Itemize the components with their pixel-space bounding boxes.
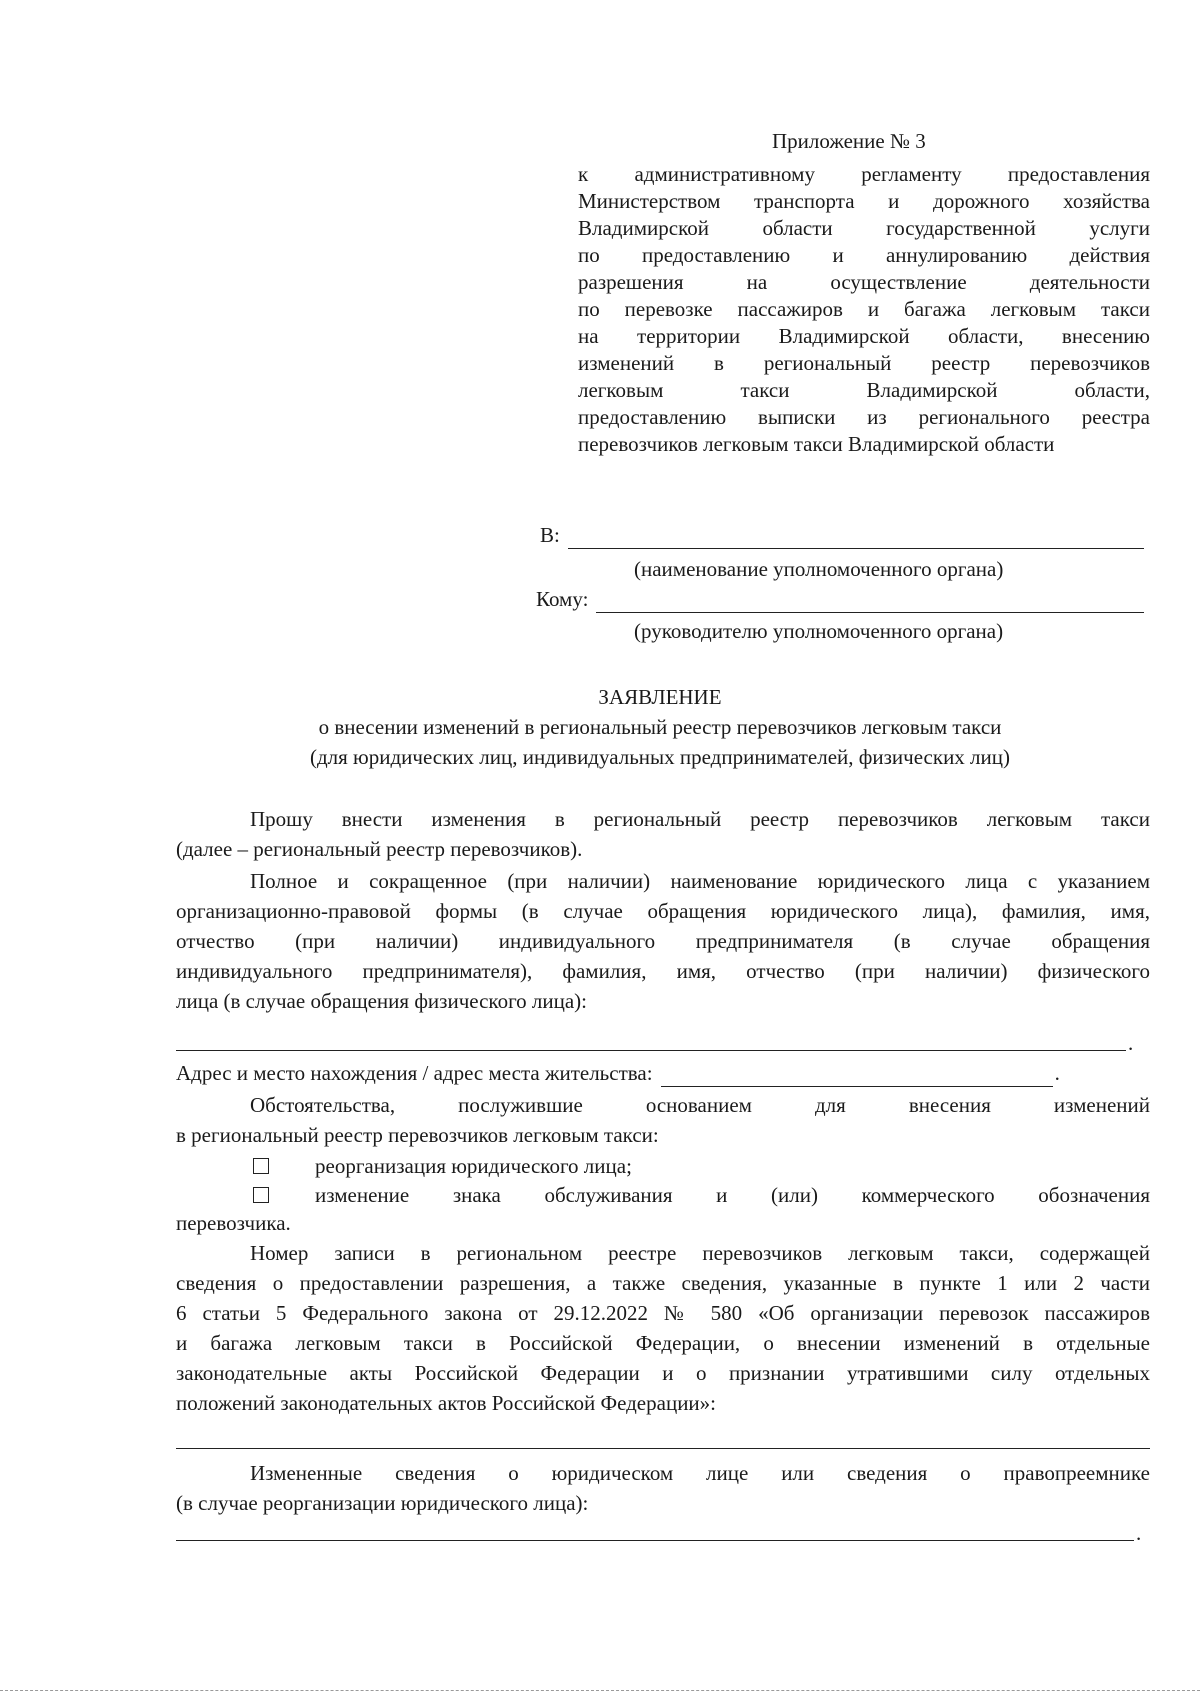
paragraph-line: 6 статьи 5 Федерального закона от 29.12.2022 № 580 «Об организации перевозок пассажиров — [176, 1301, 1150, 1325]
address-label: Адрес и место нахождения / адрес места жительства: — [176, 1061, 653, 1085]
paragraph-line: отчество (при наличии) индивидуального предпринимателя (в случае обращения — [176, 929, 1150, 953]
document-subtitle-2: (для юридических лиц, индивидуальных предпринимателей, физических лиц) — [309, 745, 1011, 769]
checkbox-trademark-continuation — [176, 1210, 1150, 1240]
whom-underline[interactable] — [596, 590, 1144, 613]
paragraph-circumstances — [176, 1092, 1150, 1152]
period: . — [1128, 1031, 1134, 1055]
period: . — [1054, 1061, 1060, 1085]
to-underline[interactable] — [568, 526, 1144, 549]
appendix-line: по перевозке пассажиров и багажа легковым такси — [578, 297, 1150, 321]
appendix-title: Приложение № 3 — [772, 129, 926, 153]
paragraph-line: и багажа легковым такси в Российской Федерации, о внесении изменений в отдельные — [176, 1331, 1150, 1355]
paragraph-line: положений законодательных актов Российской Федерации»: — [176, 1391, 717, 1415]
to-hint: (наименование уполномоченного органа) — [634, 557, 1004, 581]
to-field[interactable] — [540, 522, 1144, 549]
appendix-line: разрешения на осуществление деятельности — [578, 270, 1150, 294]
paragraph-line: перевозчика. — [176, 1211, 291, 1235]
paragraph-line: законодательные акты Российской Федерации и о признании утратившими силу отдельных — [176, 1361, 1150, 1385]
paragraph-request — [176, 806, 1150, 866]
changed-info-input-line[interactable] — [176, 1540, 1134, 1541]
appendix-line: по предоставлению и аннулированию действия — [578, 243, 1150, 267]
appendix-line: Министерством транспорта и дорожного хозяйства — [578, 189, 1150, 213]
appendix-line: изменений в региональный реестр перевозчиков — [578, 351, 1150, 375]
paragraph-line: Прошу внести изменения в региональный реестр перевозчиков легковым такси — [250, 807, 1150, 831]
checkbox-reorganization[interactable] — [253, 1158, 269, 1174]
checkbox-trademark-label: изменение знака обслуживания и (или) коммерческого обозначения — [315, 1182, 1150, 1207]
paragraph-changed-info — [176, 1460, 1150, 1520]
appendix-line: Владимирской области государственной услуги — [578, 216, 1150, 240]
paragraph-line: (в случае реорганизации юридического лица): — [176, 1491, 589, 1515]
paragraph-line: в региональный реестр перевозчиков легковым такси: — [176, 1123, 659, 1147]
checkbox-trademark-row[interactable] — [176, 1180, 1150, 1210]
paragraph-line: индивидуального предпринимателя), фамилия, имя, отчество (при наличии) физического — [176, 959, 1150, 983]
appendix-line: к административному регламенту предоставления — [578, 162, 1150, 186]
address-underline[interactable] — [661, 1064, 1053, 1087]
whom-label: Кому: — [536, 587, 589, 611]
checkbox-reorganization-label: реорганизация юридического лица; — [315, 1153, 632, 1178]
appendix-line: на территории Владимирской области, внесению — [578, 324, 1150, 348]
paragraph-line: организационно-правовой формы (в случае обращения юридического лица), фамилия, имя, — [176, 899, 1150, 923]
document-subtitle: о внесении изменений в региональный реестр перевозчиков легковым такси — [318, 715, 1002, 739]
applicant-name-input-line[interactable] — [176, 1050, 1126, 1051]
appendix-description — [578, 161, 1150, 458]
record-number-input-line[interactable] — [176, 1448, 1150, 1449]
paragraph-line: Обстоятельства, послужившие основанием для внесения изменений — [250, 1093, 1150, 1117]
to-label: В: — [540, 523, 560, 547]
checkbox-trademark[interactable] — [253, 1187, 269, 1203]
appendix-line: легковым такси Владимирской области, — [578, 378, 1150, 402]
appendix-line: предоставлению выписки из регионального реестра — [578, 405, 1150, 429]
whom-hint: (руководителю уполномоченного органа) — [634, 619, 1004, 643]
document-title: ЗАЯВЛЕНИЕ — [598, 685, 722, 709]
appendix-line: перевозчиков легковым такси Владимирской области — [578, 432, 1055, 456]
whom-field[interactable] — [536, 586, 1144, 613]
paragraph-line: сведения о предоставлении разрешения, а также сведения, указанные в пункте 1 или 2 части — [176, 1271, 1150, 1295]
paragraph-line: Номер записи в региональном реестре перевозчиков легковым такси, содержащей — [250, 1241, 1150, 1265]
paragraph-line: Измененные сведения о юридическом лице или сведения о правопреемнике — [250, 1461, 1150, 1485]
checkbox-reorganization-row[interactable] — [176, 1151, 1150, 1181]
period: . — [1136, 1521, 1142, 1545]
address-field[interactable] — [176, 1060, 1060, 1087]
paragraph-record-number — [176, 1240, 1150, 1420]
paragraph-line: Полное и сокращенное (при наличии) наименование юридического лица с указанием — [250, 869, 1150, 893]
scan-edge — [0, 1690, 1200, 1691]
paragraph-line: лица (в случае обращения физического лица): — [176, 989, 588, 1013]
paragraph-applicant-name — [176, 868, 1150, 1018]
paragraph-line: (далее – региональный реестр перевозчиков). — [176, 837, 583, 861]
